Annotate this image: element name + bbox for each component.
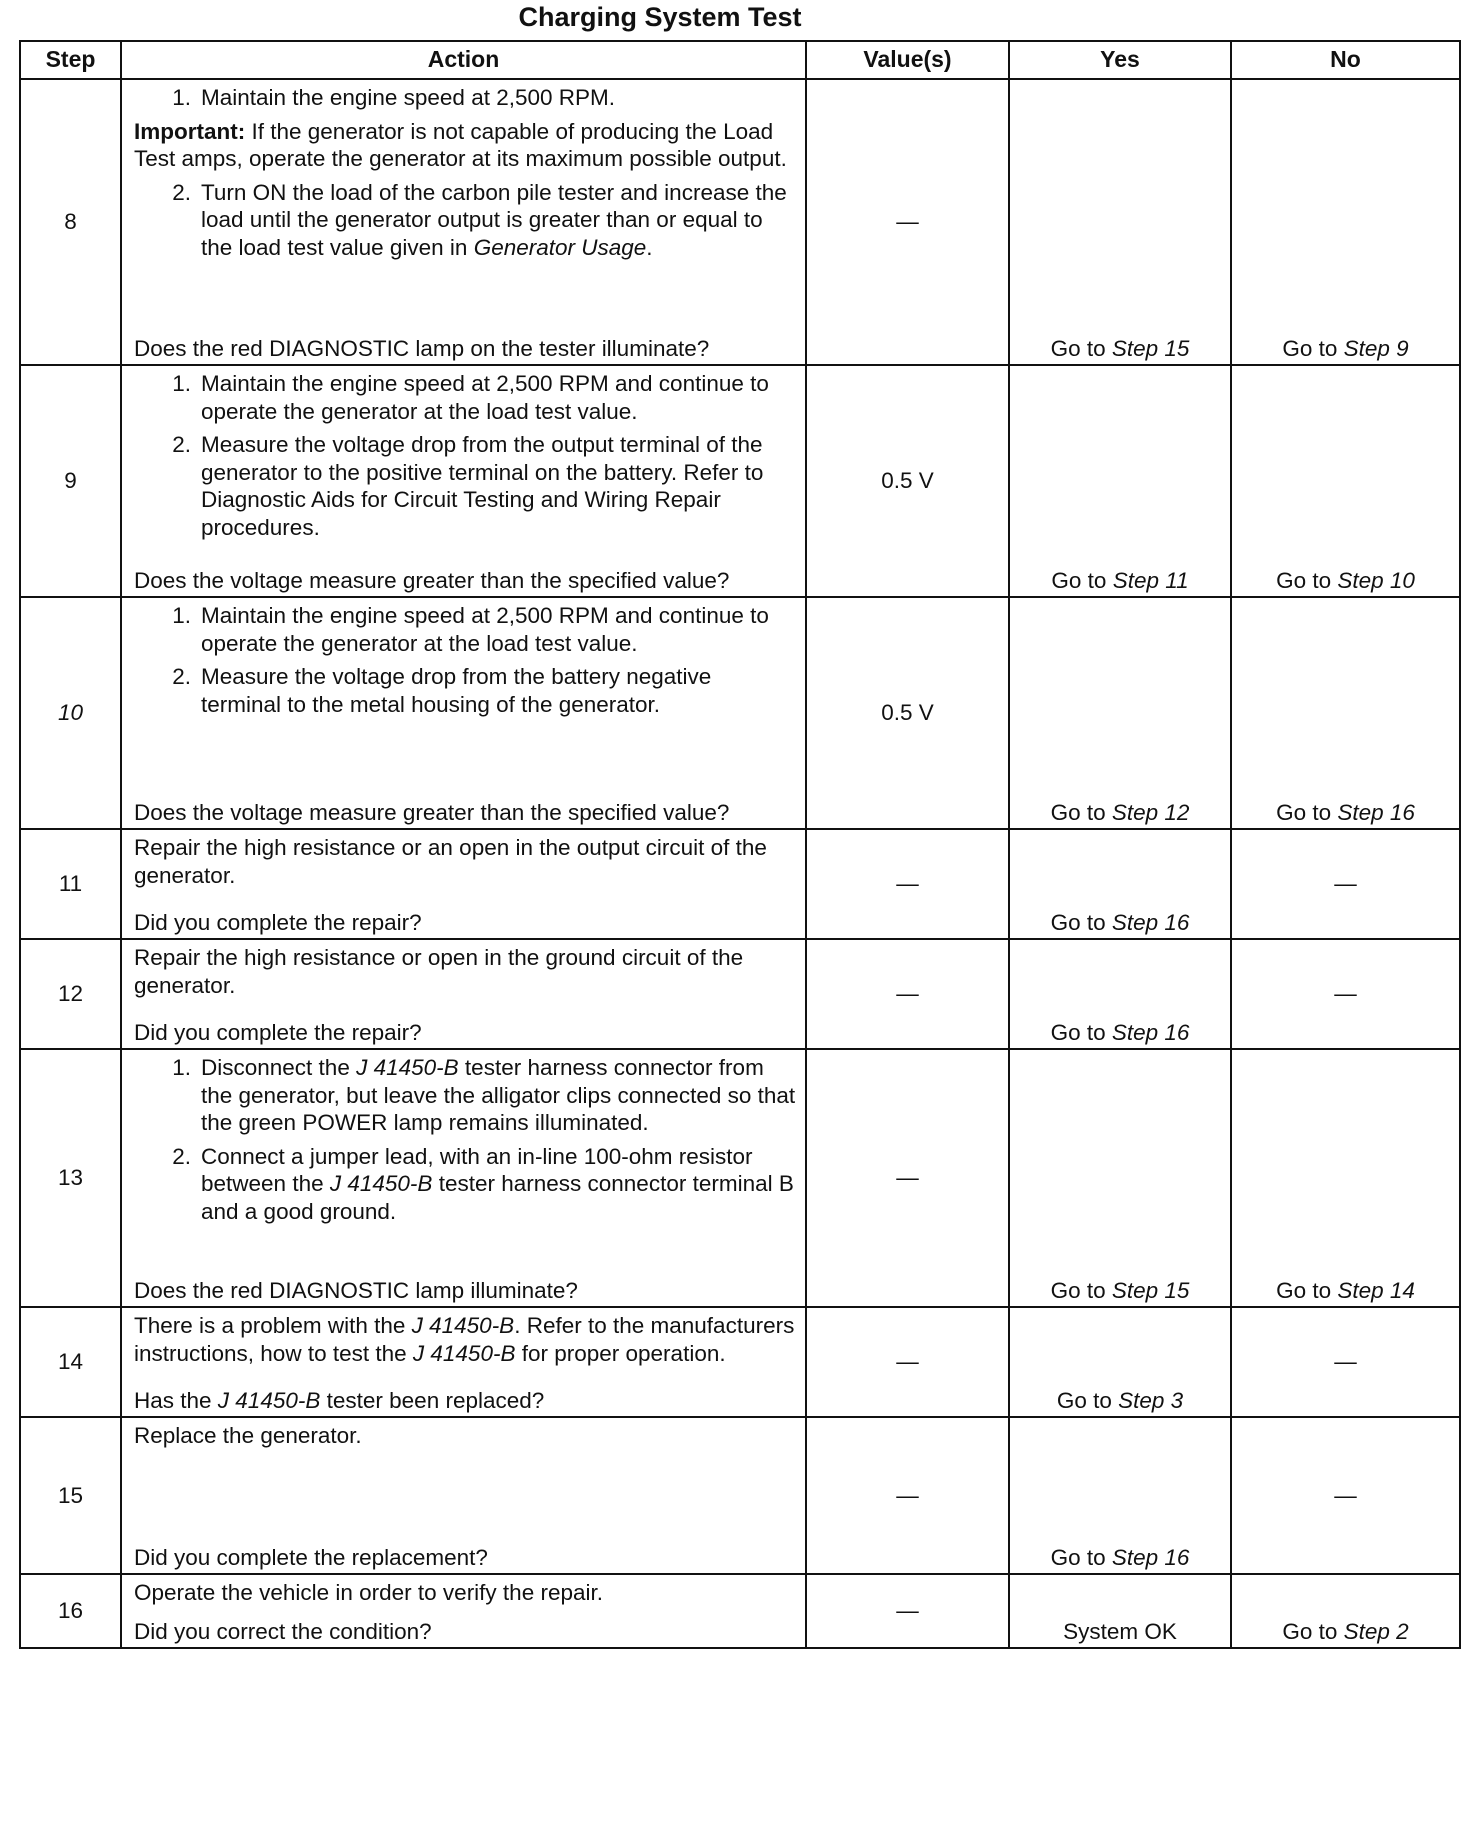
- procedure-table: [19, 40, 1461, 1649]
- action-item: [134, 84, 797, 112]
- item-number: 2.: [172, 1143, 191, 1169]
- no-cell: [1231, 79, 1460, 365]
- table-row: [20, 1417, 1460, 1574]
- action-text-part: . Refer to the manufacturers instructions, how to test the: [134, 1313, 795, 1366]
- no-prefix: Go to: [1276, 1277, 1338, 1303]
- yes-cell: [1009, 1049, 1231, 1307]
- item-number: 1.: [172, 603, 191, 628]
- item-text: [201, 1054, 797, 1137]
- value-cell: —: [806, 79, 1009, 365]
- question-part: Has the: [134, 1387, 218, 1413]
- yes-prefix: Go to: [1050, 335, 1112, 361]
- question-part: tester been replaced?: [320, 1387, 545, 1413]
- no-step-link[interactable]: Step 14: [1337, 1277, 1415, 1303]
- yes-prefix: Go to: [1051, 567, 1113, 593]
- yes-step-link[interactable]: Step 16: [1111, 1019, 1190, 1045]
- step-number: 15: [20, 1417, 121, 1574]
- yes-step-link[interactable]: Step 3: [1118, 1387, 1184, 1413]
- yes-cell: [1009, 1307, 1231, 1417]
- yes-step-link[interactable]: Step 15: [1111, 335, 1190, 361]
- item-text: Measure the voltage drop from the output terminal of the generator to the positive terminal on the battery. Refer to Diagnostic Aids for Circuit Testing and Wiring Repair procedures.: [201, 432, 764, 540]
- item-text-part: Disconnect the: [201, 1055, 357, 1080]
- item-number: 1.: [172, 85, 191, 110]
- item-text-emphasis: Generator Usage: [473, 234, 647, 260]
- no-step-link[interactable]: Step 16: [1337, 799, 1415, 825]
- question-text: Did you complete the replacement?: [134, 1544, 488, 1570]
- question-text: Does the voltage measure greater than the specified value?: [134, 567, 730, 593]
- table-row: [20, 1574, 1460, 1648]
- yes-cell: [1009, 939, 1231, 1049]
- yes-prefix: Go to: [1050, 799, 1112, 825]
- action-text: Repair the high resistance or open in the ground circuit of the generator.: [134, 945, 744, 998]
- item-number: 2.: [172, 432, 191, 457]
- action-item: [134, 602, 797, 657]
- question-text: Did you correct the condition?: [134, 1618, 432, 1644]
- yes-step-link[interactable]: Step 11: [1112, 567, 1189, 593]
- yes-prefix: Go to: [1056, 1387, 1119, 1413]
- item-text: Maintain the engine speed at 2,500 RPM and continue to operate the generator at the load test value.: [201, 603, 769, 656]
- tool-name: J 41450-B: [329, 1171, 433, 1196]
- item-text-part: .: [646, 234, 653, 260]
- yes-prefix: Go to: [1050, 1277, 1112, 1303]
- action-text-part: There is a problem with the: [134, 1313, 412, 1338]
- value-cell: —: [806, 939, 1009, 1049]
- item-text-part: Turn ON the load of the carbon pile tester and increase the load until the generator output is greater than or equal to the load test value given in: [201, 179, 787, 260]
- yes-prefix: Go to: [1050, 909, 1112, 935]
- table-row: [20, 79, 1460, 365]
- value-cell: —: [806, 1417, 1009, 1574]
- action-item: [134, 1143, 797, 1226]
- step-number: 9: [20, 365, 121, 597]
- header-action: Action: [121, 41, 806, 79]
- step-number: 14: [20, 1307, 121, 1417]
- action-cell: [121, 829, 806, 939]
- item-text: [201, 1143, 797, 1226]
- no-step-link[interactable]: Step 10: [1337, 567, 1415, 593]
- no-prefix: Go to: [1282, 335, 1344, 361]
- header-yes: Yes: [1009, 41, 1231, 79]
- value-cell: —: [806, 1049, 1009, 1307]
- header-no: No: [1231, 41, 1460, 79]
- action-text: [134, 1312, 797, 1367]
- yes-cell: [1009, 597, 1231, 829]
- step-number: 13: [20, 1049, 121, 1307]
- no-prefix: Go to: [1276, 567, 1338, 593]
- action-cell: [121, 365, 806, 597]
- table-row: [20, 597, 1460, 829]
- table-header-row: [20, 41, 1460, 79]
- item-text: Maintain the engine speed at 2,500 RPM and continue to operate the generator at the load test value.: [201, 371, 769, 424]
- action-cell: [121, 597, 806, 829]
- yes-step-link[interactable]: Step 16: [1111, 1544, 1190, 1570]
- action-cell: [121, 1574, 806, 1648]
- page-title: Charging System Test: [518, 2, 802, 32]
- no-step-link[interactable]: Step 2: [1343, 1618, 1409, 1644]
- header-values: Value(s): [806, 41, 1009, 79]
- item-text-part: Connect a jumper lead, with an in-line 100-ohm resistor between the: [201, 1143, 753, 1196]
- action-text: Replace the generator.: [134, 1423, 362, 1448]
- header-step: Step: [20, 41, 121, 79]
- step-number: 8: [20, 79, 121, 365]
- action-cell: [121, 79, 806, 365]
- value-cell: —: [806, 1574, 1009, 1648]
- action-cell: [121, 1307, 806, 1417]
- yes-prefix: Go to: [1050, 1544, 1112, 1570]
- action-item: [134, 370, 797, 425]
- step-number: 10: [20, 597, 121, 829]
- action-item: [134, 663, 797, 718]
- no-cell: —: [1231, 1307, 1460, 1417]
- item-text: Maintain the engine speed at 2,500 RPM.: [201, 85, 616, 110]
- question-text: Does the voltage measure greater than the specified value?: [134, 799, 730, 825]
- step-number: 11: [20, 829, 121, 939]
- item-number: 1.: [172, 1055, 191, 1080]
- value-cell: 0.5 V: [806, 597, 1009, 829]
- item-number: 2.: [172, 179, 191, 205]
- tool-name: J 41450-B: [412, 1340, 516, 1366]
- yes-cell: System OK: [1009, 1574, 1231, 1648]
- action-item: [134, 431, 797, 541]
- value-cell: —: [806, 1307, 1009, 1417]
- table-row: [20, 1307, 1460, 1417]
- action-item: [134, 1054, 797, 1137]
- yes-step-link[interactable]: Step 16: [1111, 909, 1190, 935]
- no-cell: —: [1231, 939, 1460, 1049]
- table-row: [20, 939, 1460, 1049]
- yes-prefix: Go to: [1050, 1019, 1112, 1045]
- item-text: [201, 179, 797, 262]
- step-number: 12: [20, 939, 121, 1049]
- note-text: If the generator is not capable of producing the Load Test amps, operate the generator at its maximum possible output.: [134, 118, 787, 171]
- no-cell: [1231, 597, 1460, 829]
- yes-cell: [1009, 829, 1231, 939]
- question-text: Did you complete the repair?: [134, 1019, 422, 1045]
- tool-name: J 41450-B: [411, 1313, 515, 1338]
- action-text: Repair the high resistance or an open in the output circuit of the generator.: [134, 835, 767, 888]
- yes-cell: [1009, 1417, 1231, 1574]
- action-cell: [121, 939, 806, 1049]
- no-prefix: Go to: [1282, 1618, 1344, 1644]
- note-label: Important:: [134, 118, 246, 144]
- no-prefix: Go to: [1276, 799, 1338, 825]
- question-text: [134, 1387, 797, 1415]
- no-cell: [1231, 1049, 1460, 1307]
- no-cell: [1231, 1574, 1460, 1648]
- no-cell: —: [1231, 829, 1460, 939]
- action-cell: [121, 1049, 806, 1307]
- yes-step-link[interactable]: Step 15: [1111, 1277, 1190, 1303]
- question-text: Does the red DIAGNOSTIC lamp illuminate?: [134, 1277, 578, 1303]
- value-cell: 0.5 V: [806, 365, 1009, 597]
- yes-cell: [1009, 365, 1231, 597]
- important-note: [134, 118, 797, 173]
- no-cell: —: [1231, 1417, 1460, 1574]
- yes-step-link[interactable]: Step 12: [1111, 799, 1190, 825]
- table-row: [20, 829, 1460, 939]
- tool-name: J 41450-B: [217, 1387, 321, 1413]
- item-text-part: tester harness connector terminal B and a good ground.: [201, 1171, 794, 1224]
- action-item: [134, 179, 797, 262]
- action-text: Operate the vehicle in order to verify the repair.: [134, 1580, 603, 1605]
- no-step-link[interactable]: Step 9: [1343, 335, 1409, 361]
- question-text: Did you complete the repair?: [134, 909, 422, 935]
- yes-cell: [1009, 79, 1231, 365]
- item-number: 1.: [172, 371, 191, 396]
- item-number: 2.: [172, 664, 191, 689]
- action-cell: [121, 1417, 806, 1574]
- step-number: 16: [20, 1574, 121, 1648]
- no-cell: [1231, 365, 1460, 597]
- action-text-part: for proper operation.: [515, 1340, 726, 1366]
- table-row: [20, 365, 1460, 597]
- value-cell: —: [806, 829, 1009, 939]
- tool-name: J 41450-B: [356, 1055, 459, 1080]
- item-text: Measure the voltage drop from the battery negative terminal to the metal housing of the generator.: [201, 664, 712, 717]
- table-row: [20, 1049, 1460, 1307]
- item-text-part: tester harness connector from the generator, but leave the alligator clips connected so that the green POWER lamp remains illuminated.: [201, 1055, 796, 1135]
- question-text: Does the red DIAGNOSTIC lamp on the tester illuminate?: [134, 335, 710, 361]
